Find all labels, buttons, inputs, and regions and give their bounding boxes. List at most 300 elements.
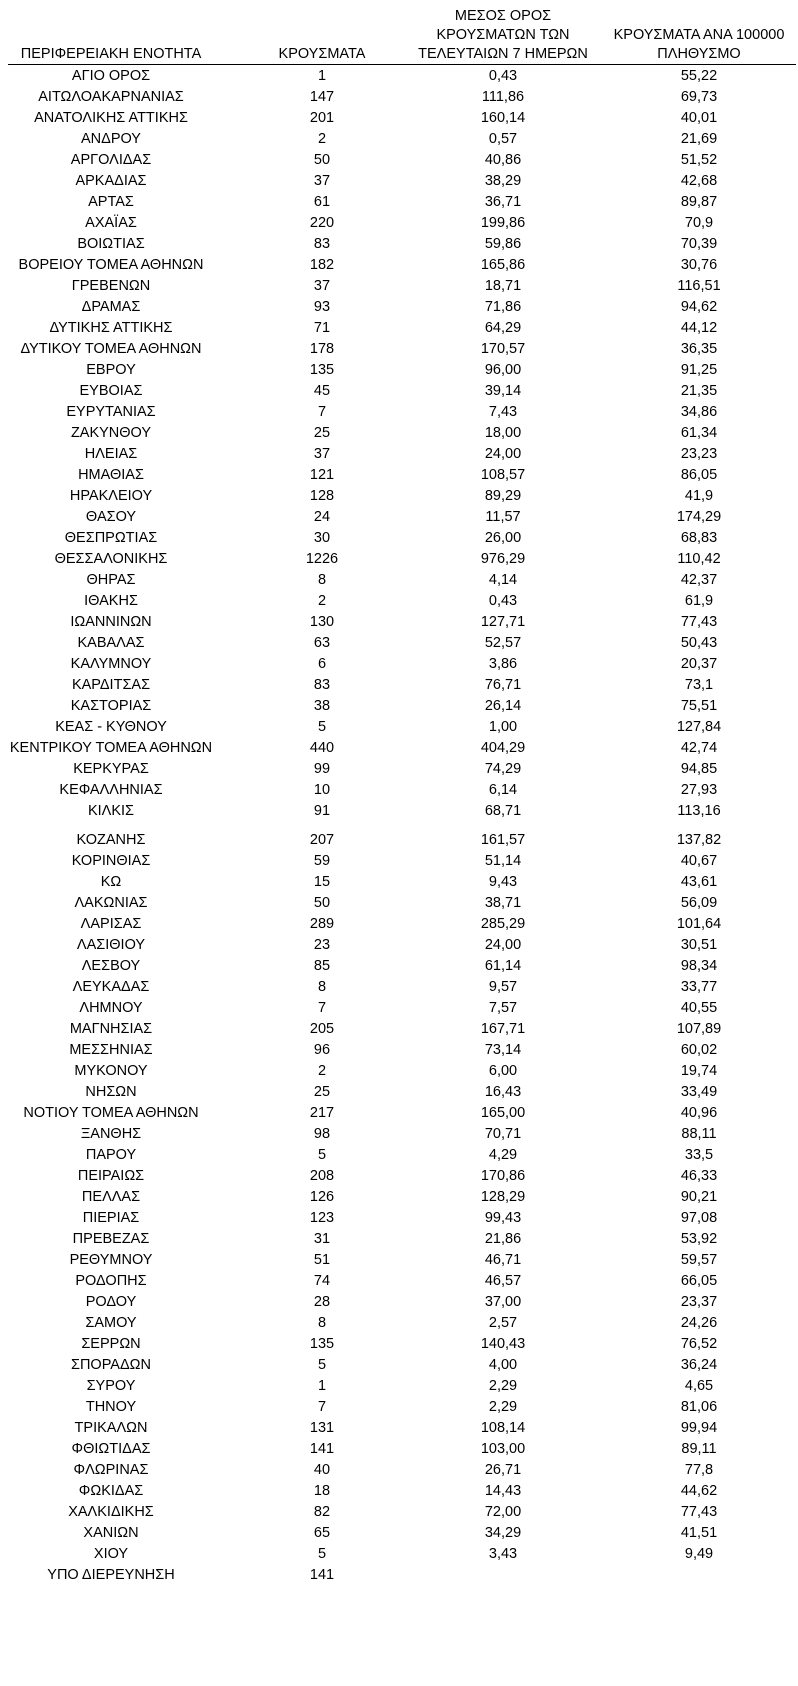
table-row: [0, 402, 798, 423]
cell-cases: 93: [313, 299, 331, 315]
cell-cases: 99: [313, 761, 331, 777]
cell-region: ΘΗΡΑΣ: [86, 572, 136, 588]
cell-per100k: 89,11: [681, 1441, 717, 1457]
cell-avg: 9,57: [488, 979, 518, 995]
cell-avg: 285,29: [480, 916, 526, 932]
cell-avg: 16,43: [484, 1084, 522, 1100]
table-row: [0, 738, 798, 759]
table-row: [0, 612, 798, 633]
table-row: [0, 549, 798, 570]
cell-avg: 38,71: [484, 895, 522, 911]
cell-region: ΠΑΡΟΥ: [85, 1147, 137, 1163]
cell-cases: 83: [313, 236, 331, 252]
cell-avg: 165,86: [480, 257, 526, 273]
cell-cases: 141: [309, 1567, 335, 1583]
cell-avg: 72,00: [484, 1504, 522, 1520]
cell-per100k: 24,26: [680, 1315, 718, 1331]
cell-region: ΧΑΛΚΙΔΙΚΗΣ: [68, 1504, 154, 1520]
cell-avg: 71,86: [484, 299, 522, 315]
cell-region: ΑΝΑΤΟΛΙΚΗΣ ΑΤΤΙΚΗΣ: [34, 110, 188, 126]
cell-avg: 34,29: [484, 1525, 522, 1541]
cell-cases: 2: [317, 1063, 327, 1079]
cell-region: ΣΠΟΡΑΔΩΝ: [71, 1357, 151, 1373]
cell-avg: 11,57: [485, 509, 521, 525]
table-row: [0, 297, 798, 318]
cell-region: ΜΕΣΣΗΝΙΑΣ: [69, 1042, 153, 1058]
cell-avg: 46,71: [484, 1252, 522, 1268]
table-row: [0, 675, 798, 696]
cell-per100k: 77,43: [680, 1504, 718, 1520]
table-row: [0, 1544, 798, 1565]
table-row: [0, 108, 798, 129]
cell-avg: 127,71: [480, 614, 526, 630]
table-row: [0, 171, 798, 192]
cell-per100k: 91,25: [680, 362, 718, 378]
cell-per100k: 20,37: [680, 656, 718, 672]
cell-region: ΔΥΤΙΚΟΥ ΤΟΜΕΑ ΑΘΗΝΩΝ: [20, 341, 202, 357]
cell-cases: 135: [309, 1336, 335, 1352]
cell-region: ΡΟΔΟΥ: [85, 1294, 137, 1310]
table-row: [0, 486, 798, 507]
cell-avg: 39,14: [484, 383, 522, 399]
cell-region: ΛΕΣΒΟΥ: [81, 958, 141, 974]
cell-per100k: 41,9: [684, 488, 714, 504]
cell-region: ΓΡΕΒΕΝΩΝ: [71, 278, 151, 294]
table-row: [0, 1376, 798, 1397]
cell-per100k: 40,67: [680, 853, 718, 869]
cell-per100k: 44,12: [680, 320, 718, 336]
cell-cases: 59: [313, 853, 331, 869]
cell-region: ΔΥΤΙΚΗΣ ΑΤΤΙΚΗΣ: [49, 320, 173, 336]
cell-per100k: 70,39: [680, 236, 718, 252]
cell-per100k: 51,52: [680, 152, 718, 168]
cell-region: ΚΟΡΙΝΘΙΑΣ: [71, 853, 151, 869]
cell-region: ΒΟΙΩΤΙΑΣ: [77, 236, 145, 252]
cell-per100k: 55,22: [680, 68, 718, 84]
header-cases: ΚΡΟΥΣΜΑΤΑ: [278, 46, 366, 62]
cell-cases: 8: [317, 572, 327, 588]
cell-per100k: 60,02: [680, 1042, 718, 1058]
cell-avg: 52,57: [484, 635, 522, 651]
cell-region: ΑΙΤΩΛΟΑΚΑΡΝΑΝΙΑΣ: [38, 89, 184, 105]
table-row: [0, 914, 798, 935]
cell-avg: 21,86: [484, 1231, 522, 1247]
header-cases-per-100k: ΚΡΟΥΣΜΑΤΑ ΑΝΑ 100000 ΠΛΗΘΥΣΜΟ: [613, 27, 785, 62]
cell-avg: 37,00: [484, 1294, 522, 1310]
table-row: [0, 1397, 798, 1418]
cell-cases: 85: [313, 958, 331, 974]
table-row: [0, 1145, 798, 1166]
cell-region: ΠΕΛΛΑΣ: [81, 1189, 141, 1205]
cell-region: ΝΗΣΩΝ: [85, 1084, 137, 1100]
cell-avg: 76,71: [484, 677, 522, 693]
cell-avg: 0,43: [488, 68, 518, 84]
cell-per100k: 81,06: [680, 1399, 718, 1415]
cell-cases: 37: [313, 446, 331, 462]
cell-per100k: 94,62: [680, 299, 718, 315]
table-row: [0, 935, 798, 956]
cell-region: ΚΕΝΤΡΙΚΟΥ ΤΟΜΕΑ ΑΘΗΝΩΝ: [9, 740, 213, 756]
cell-avg: 3,86: [488, 656, 518, 672]
cell-region: ΞΑΝΘΗΣ: [80, 1126, 142, 1142]
cell-per100k: 21,35: [680, 383, 718, 399]
cell-per100k: 41,51: [680, 1525, 718, 1541]
cell-avg: 9,43: [488, 874, 518, 890]
cell-per100k: 46,33: [680, 1168, 718, 1184]
cell-per100k: 33,77: [680, 979, 718, 995]
cell-cases: 15: [313, 874, 331, 890]
cell-cases: 7: [317, 1000, 327, 1016]
cell-cases: 205: [309, 1021, 335, 1037]
cell-per100k: 116,51: [677, 278, 721, 294]
cell-per100k: 44,62: [680, 1483, 718, 1499]
table-row: [0, 1502, 798, 1523]
cell-avg: 976,29: [480, 551, 526, 567]
cell-region: ΤΡΙΚΑΛΩΝ: [74, 1420, 148, 1436]
table-row: [0, 255, 798, 276]
cell-avg: 2,57: [488, 1315, 518, 1331]
cell-cases: 50: [313, 895, 331, 911]
table-row: [0, 381, 798, 402]
cell-avg: 161,57: [480, 832, 526, 848]
table-row: [0, 1439, 798, 1460]
table-row: [0, 696, 798, 717]
cell-per100k: 19,74: [680, 1063, 718, 1079]
cell-cases: 5: [317, 719, 327, 735]
cell-avg: 140,43: [480, 1336, 526, 1352]
cell-avg: 170,86: [480, 1168, 526, 1184]
cell-per100k: 40,01: [680, 110, 718, 126]
cell-per100k: 75,51: [680, 698, 718, 714]
cell-per100k: 36,24: [680, 1357, 718, 1373]
cell-per100k: 34,86: [680, 404, 718, 420]
cell-region: ΕΒΡΟΥ: [86, 362, 136, 378]
data-rows: [0, 66, 798, 1586]
table-row: [0, 528, 798, 549]
cell-region: ΑΓΙΟ ΟΡΟΣ: [71, 68, 151, 84]
cell-avg: 0,43: [488, 593, 518, 609]
cell-region: ΗΛΕΙΑΣ: [84, 446, 138, 462]
cell-per100k: 40,55: [680, 1000, 718, 1016]
cell-avg: 4,00: [488, 1357, 518, 1373]
cell-cases: 23: [313, 937, 331, 953]
cell-region: ΧΙΟΥ: [93, 1546, 129, 1562]
cell-per100k: 77,8: [684, 1462, 714, 1478]
table-row: [0, 956, 798, 977]
cell-cases: 178: [309, 341, 335, 357]
cell-per100k: 23,23: [680, 446, 718, 462]
cell-per100k: 30,76: [680, 257, 718, 273]
cell-cases: 30: [313, 530, 331, 546]
cell-cases: 131: [309, 1420, 335, 1436]
cell-region: ΑΡΚΑΔΙΑΣ: [75, 173, 147, 189]
cell-avg: 38,29: [484, 173, 522, 189]
cell-cases: 24: [313, 509, 331, 525]
cell-region: ΠΙΕΡΙΑΣ: [82, 1210, 140, 1226]
table-row: [0, 1481, 798, 1502]
table-row: [0, 570, 798, 591]
cell-avg: 2,29: [488, 1399, 518, 1415]
cell-cases: 8: [317, 1315, 327, 1331]
cell-cases: 96: [313, 1042, 331, 1058]
table-row: [0, 851, 798, 872]
cell-per100k: 99,94: [680, 1420, 718, 1436]
table-row: [0, 360, 798, 381]
cell-region: ΜΥΚΟΝΟΥ: [74, 1063, 148, 1079]
cell-per100k: 50,43: [680, 635, 718, 651]
cell-avg: 18,71: [484, 278, 522, 294]
cell-region: ΣΥΡΟΥ: [86, 1378, 136, 1394]
cell-cases: 207: [309, 832, 335, 848]
cell-avg: 26,71: [484, 1462, 522, 1478]
cell-per100k: 110,42: [677, 551, 721, 567]
cell-per100k: 4,65: [684, 1378, 714, 1394]
cell-per100k: 73,1: [684, 677, 714, 693]
table-row: [0, 234, 798, 255]
cell-region: ΛΗΜΝΟΥ: [79, 1000, 143, 1016]
cell-per100k: 61,9: [684, 593, 714, 609]
cell-avg: 165,00: [480, 1105, 526, 1121]
table-row: [0, 633, 798, 654]
cell-cases: 50: [313, 152, 331, 168]
cell-region: ΖΑΚΥΝΘΟΥ: [70, 425, 152, 441]
table-row: [0, 150, 798, 171]
cell-avg: 26,00: [484, 530, 522, 546]
table-row: [0, 465, 798, 486]
cell-per100k: 33,49: [680, 1084, 718, 1100]
cell-avg: 1,00: [488, 719, 518, 735]
table-row: [0, 339, 798, 360]
cell-cases: 61: [313, 194, 331, 210]
cell-cases: 7: [317, 404, 327, 420]
cell-per100k: 86,05: [680, 467, 718, 483]
cell-per100k: 69,73: [680, 89, 718, 105]
cell-avg: 26,14: [484, 698, 522, 714]
cell-avg: 0,57: [488, 131, 518, 147]
cell-region: ΑΧΑΪΑΣ: [85, 215, 137, 231]
cell-region: ΗΡΑΚΛΕΙΟΥ: [69, 488, 153, 504]
table-row: [0, 1565, 798, 1586]
cell-avg: 36,71: [484, 194, 522, 210]
cell-region: ΔΡΑΜΑΣ: [81, 299, 141, 315]
table-row: [0, 759, 798, 780]
cell-avg: 111,86: [481, 89, 525, 105]
cell-cases: 5: [317, 1546, 327, 1562]
table-row: [0, 998, 798, 1019]
cell-cases: 74: [313, 1273, 331, 1289]
cell-avg: 68,71: [484, 803, 522, 819]
table-row: [0, 1418, 798, 1439]
cell-region: ΑΡΓΟΛΙΔΑΣ: [70, 152, 152, 168]
cell-per100k: 113,16: [677, 803, 721, 819]
cell-avg: 160,14: [480, 110, 526, 126]
cell-region: ΚΑΣΤΟΡΙΑΣ: [70, 698, 152, 714]
cell-region: ΑΡΤΑΣ: [88, 194, 134, 210]
cell-cases: 2: [317, 593, 327, 609]
cell-region: ΚΕΑΣ - ΚΥΘΝΟΥ: [55, 719, 167, 735]
cell-avg: 74,29: [484, 761, 522, 777]
cell-cases: 126: [309, 1189, 335, 1205]
cell-per100k: 88,11: [681, 1126, 717, 1142]
header-region: ΠΕΡΙΦΕΡΕΙΑΚΗ ΕΝΟΤΗΤΑ: [20, 46, 202, 62]
cell-per100k: 42,68: [680, 173, 718, 189]
cell-avg: 89,29: [484, 488, 522, 504]
cell-region: ΚΟΖΑΝΗΣ: [76, 832, 146, 848]
cell-per100k: 70,9: [684, 215, 714, 231]
cell-cases: 38: [313, 698, 331, 714]
cell-region: ΒΟΡΕΙΟΥ ΤΟΜΕΑ ΑΘΗΝΩΝ: [18, 257, 204, 273]
cell-region: ΦΛΩΡΙΝΑΣ: [73, 1462, 149, 1478]
cell-region: ΡΟΔΟΠΗΣ: [75, 1273, 147, 1289]
cell-avg: 7,43: [488, 404, 518, 420]
table-row: [0, 1229, 798, 1250]
cell-per100k: 33,5: [684, 1147, 714, 1163]
header-seven-day-average: ΜΕΣΟΣ ΟΡΟΣ ΚΡΟΥΣΜΑΤΩΝ ΤΩΝ ΤΕΛΕΥΤΑΙΩΝ 7 ΗΜΕΡΩΝ: [418, 8, 588, 62]
table-row: [0, 1271, 798, 1292]
cell-region: ΣΑΜΟΥ: [85, 1315, 137, 1331]
cell-per100k: 42,74: [680, 740, 718, 756]
cell-cases: 147: [309, 89, 335, 105]
cell-avg: 108,14: [480, 1420, 526, 1436]
cell-region: ΘΕΣΣΑΛΟΝΙΚΗΣ: [54, 551, 168, 567]
cell-avg: 24,00: [484, 937, 522, 953]
cell-per100k: 9,49: [684, 1546, 714, 1562]
cell-avg: 108,57: [480, 467, 526, 483]
cell-region: ΑΝΔΡΟΥ: [81, 131, 141, 147]
cell-per100k: 98,34: [680, 958, 718, 974]
table-row: [0, 717, 798, 738]
cell-avg: 99,43: [484, 1210, 522, 1226]
cell-region: ΝΟΤΙΟΥ ΤΟΜΕΑ ΑΘΗΝΩΝ: [23, 1105, 199, 1121]
cell-avg: 14,43: [484, 1483, 522, 1499]
table-row: [0, 893, 798, 914]
cell-cases: 40: [313, 1462, 331, 1478]
table-row: [0, 654, 798, 675]
cell-per100k: 76,52: [680, 1336, 718, 1352]
table-row: [0, 1187, 798, 1208]
cell-cases: 5: [317, 1357, 327, 1373]
table-row: [0, 780, 798, 801]
cell-per100k: 94,85: [680, 761, 718, 777]
cell-region: ΛΑΚΩΝΙΑΣ: [74, 895, 148, 911]
cell-per100k: 21,69: [680, 131, 718, 147]
table-row: [0, 318, 798, 339]
cell-per100k: 23,37: [680, 1294, 718, 1310]
cell-cases: 201: [309, 110, 335, 126]
cell-cases: 83: [313, 677, 331, 693]
cell-cases: 71: [313, 320, 331, 336]
table-row: [0, 977, 798, 998]
cell-region: ΤΗΝΟΥ: [85, 1399, 137, 1415]
cell-region: ΡΕΘΥΜΝΟΥ: [69, 1252, 153, 1268]
cell-avg: 199,86: [480, 215, 526, 231]
cell-cases: 51: [313, 1252, 331, 1268]
cell-avg: 70,71: [484, 1126, 522, 1142]
cell-per100k: 90,21: [680, 1189, 718, 1205]
table-row: [0, 276, 798, 297]
cell-region: ΜΑΓΝΗΣΙΑΣ: [69, 1021, 153, 1037]
table-row: [0, 801, 798, 822]
cell-per100k: 27,93: [680, 782, 718, 798]
cell-cases: 10: [313, 782, 331, 798]
cell-per100k: 101,64: [676, 916, 722, 932]
cell-per100k: 77,43: [680, 614, 718, 630]
cell-region: ΚΩ: [100, 874, 122, 890]
cell-avg: 3,43: [488, 1546, 518, 1562]
cell-cases: 2: [317, 131, 327, 147]
cell-cases: 135: [309, 362, 335, 378]
cell-cases: 25: [313, 425, 331, 441]
cell-per100k: 59,57: [680, 1252, 718, 1268]
cell-cases: 6: [317, 656, 327, 672]
table-row: [0, 1355, 798, 1376]
cell-avg: 4,29: [488, 1147, 518, 1163]
cell-cases: 130: [309, 614, 335, 630]
cell-cases: 128: [309, 488, 335, 504]
cell-region: ΥΠΟ ΔΙΕΡΕΥΝΗΣΗ: [47, 1567, 175, 1583]
cell-cases: 121: [309, 467, 335, 483]
table-row: [0, 1460, 798, 1481]
cell-avg: 167,71: [480, 1021, 526, 1037]
cell-region: ΚΕΡΚΥΡΑΣ: [73, 761, 149, 777]
cell-cases: 208: [309, 1168, 335, 1184]
cell-avg: 128,29: [480, 1189, 526, 1205]
cell-per100k: 89,87: [680, 194, 718, 210]
cell-avg: 61,14: [484, 958, 522, 974]
cell-per100k: 107,89: [676, 1021, 722, 1037]
cell-cases: 28: [313, 1294, 331, 1310]
cell-cases: 1226: [305, 551, 339, 567]
cell-per100k: 68,83: [680, 530, 718, 546]
cell-cases: 8: [317, 979, 327, 995]
cell-cases: 98: [313, 1126, 331, 1142]
cell-region: ΘΕΣΠΡΩΤΙΑΣ: [64, 530, 158, 546]
cell-cases: 141: [309, 1441, 335, 1457]
cell-avg: 170,57: [480, 341, 526, 357]
cell-avg: 46,57: [484, 1273, 522, 1289]
cell-cases: 182: [309, 257, 335, 273]
table-row: [0, 1082, 798, 1103]
table-row: [0, 444, 798, 465]
cell-region: ΛΕΥΚΑΔΑΣ: [72, 979, 150, 995]
cell-cases: 1: [317, 68, 327, 84]
cell-avg: 59,86: [484, 236, 522, 252]
cell-cases: 217: [309, 1105, 335, 1121]
cell-region: ΘΑΣΟΥ: [85, 509, 137, 525]
cell-per100k: 174,29: [676, 509, 722, 525]
cell-cases: 18: [313, 1483, 331, 1499]
cell-region: ΙΩΑΝΝΙΝΩΝ: [70, 614, 152, 630]
cell-cases: 1: [317, 1378, 327, 1394]
cell-avg: 73,14: [484, 1042, 522, 1058]
table-row: [0, 1124, 798, 1145]
cell-avg: 7,57: [488, 1000, 518, 1016]
table-row: [0, 1019, 798, 1040]
cell-cases: 440: [309, 740, 335, 756]
table-row: [0, 1208, 798, 1229]
cell-cases: 220: [309, 215, 335, 231]
cell-region: ΗΜΑΘΙΑΣ: [78, 467, 144, 483]
table-row: [0, 1040, 798, 1061]
cell-cases: 7: [317, 1399, 327, 1415]
cell-region: ΕΥΒΟΙΑΣ: [79, 383, 143, 399]
cell-per100k: 36,35: [680, 341, 718, 357]
cell-avg: 2,29: [488, 1378, 518, 1394]
table-row: [0, 192, 798, 213]
header-underline: [8, 64, 796, 65]
cell-region: ΦΘΙΩΤΙΔΑΣ: [71, 1441, 151, 1457]
cell-region: ΙΘΑΚΗΣ: [84, 593, 138, 609]
